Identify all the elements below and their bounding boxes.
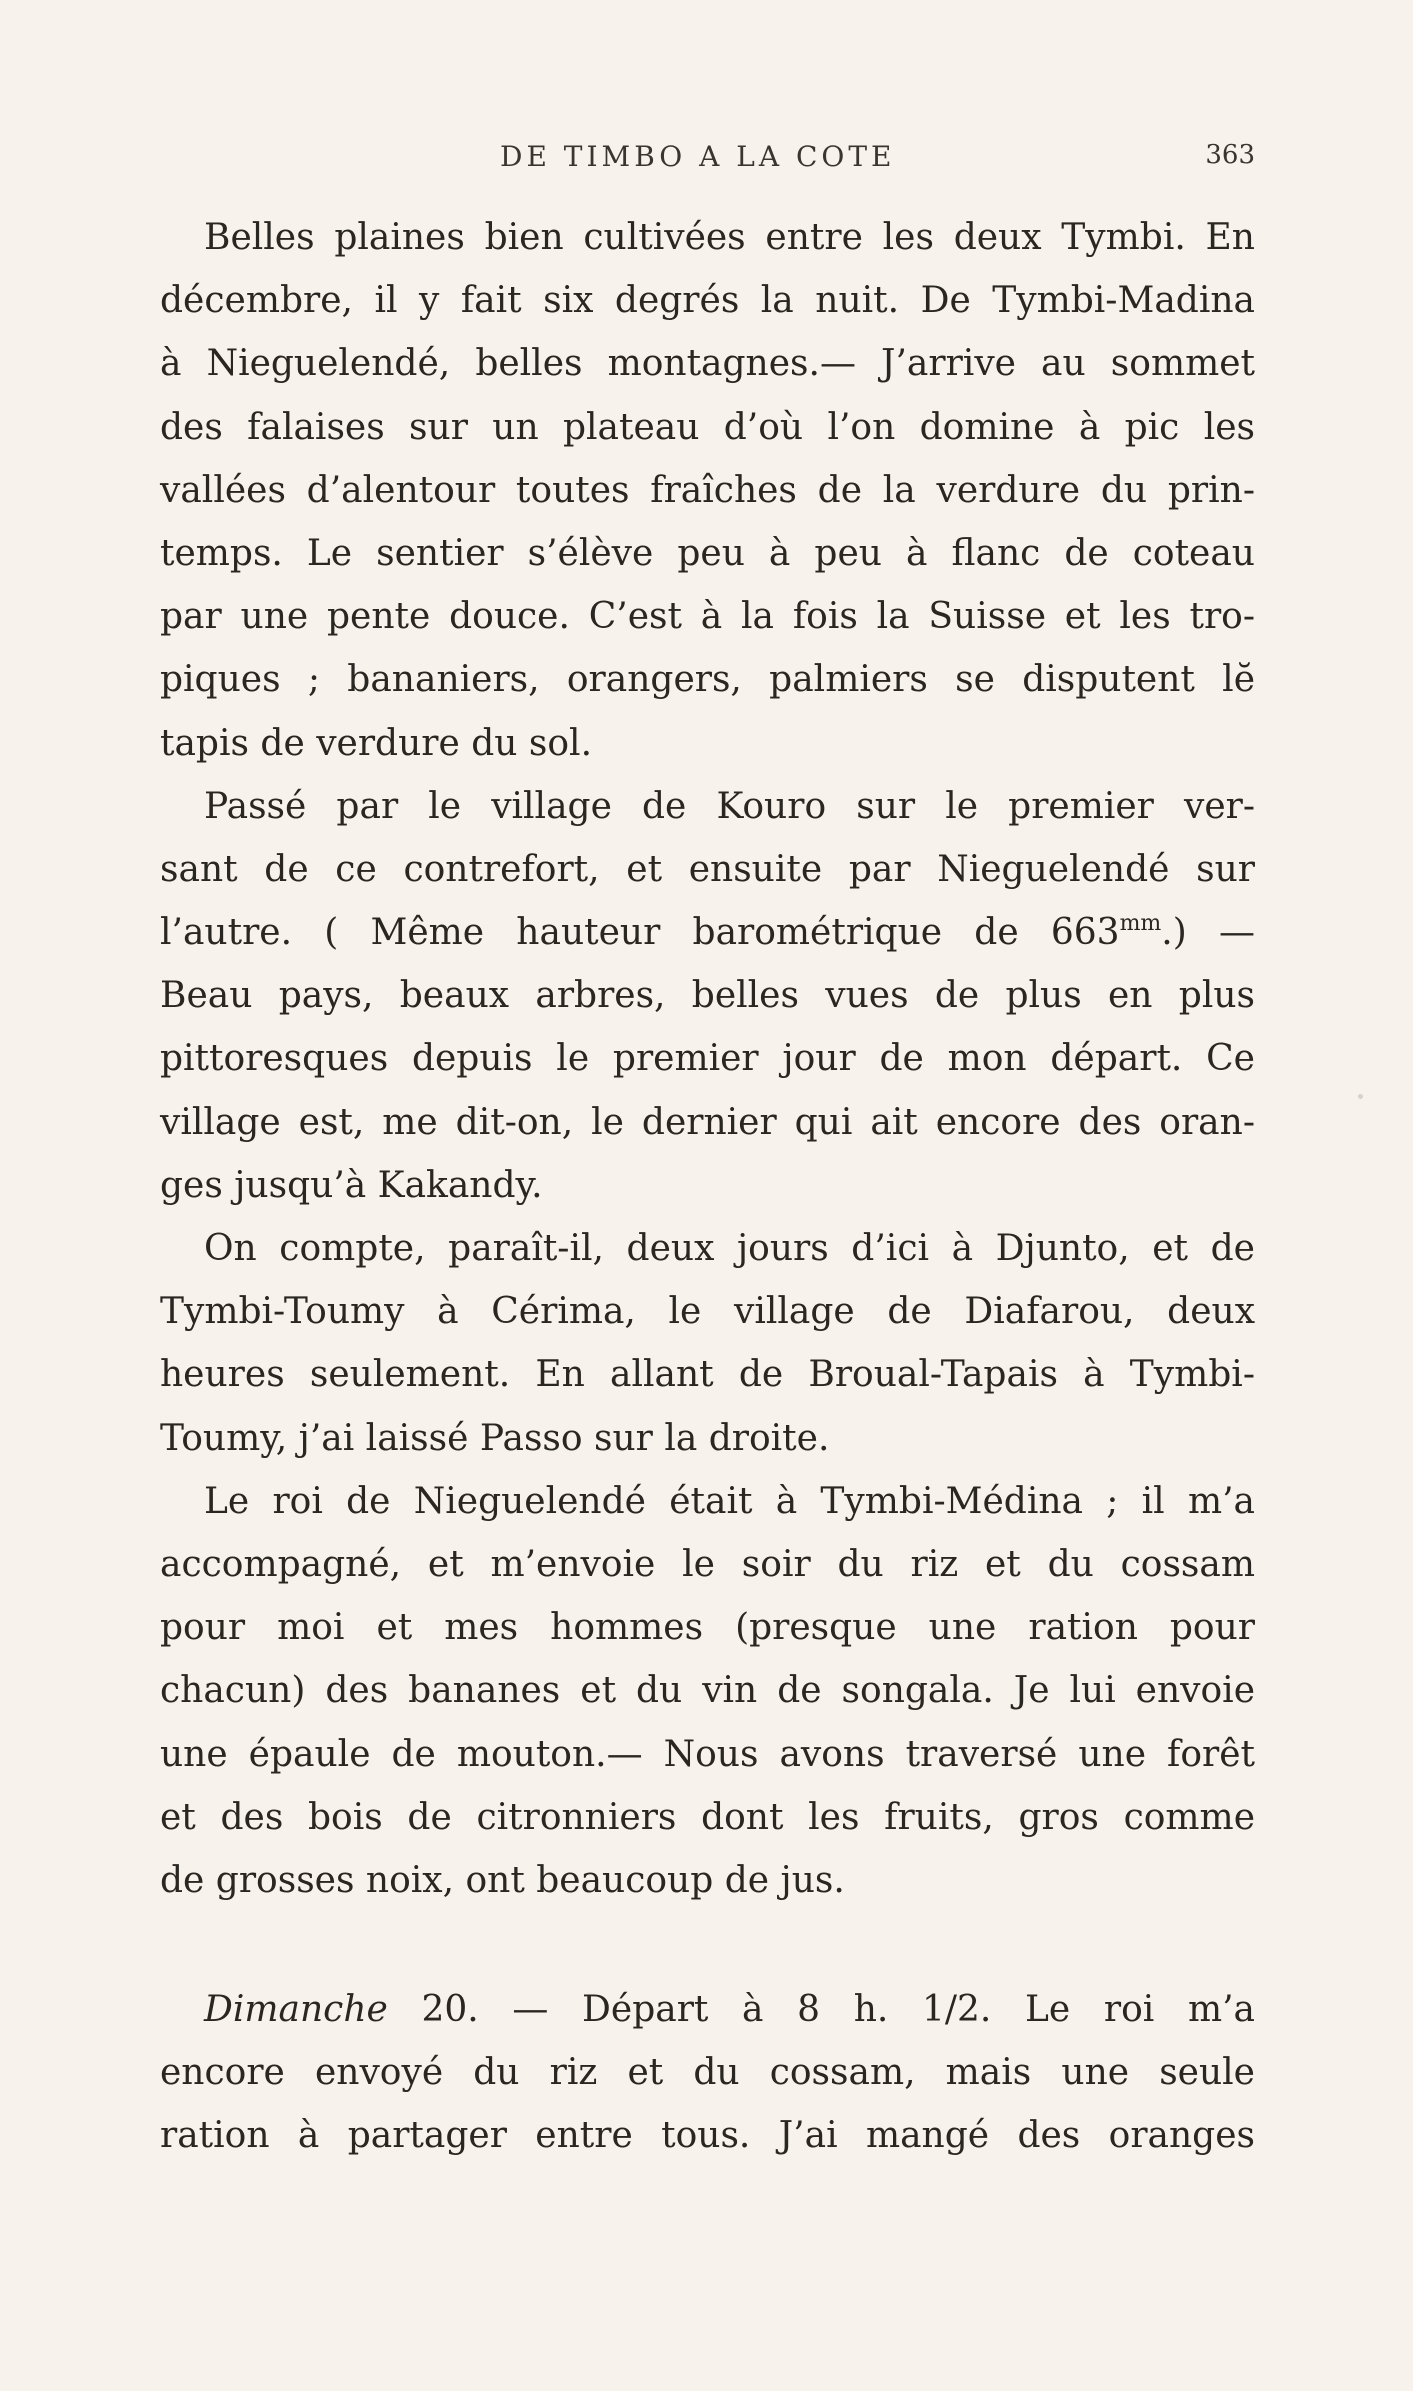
text-line-with-date [160,1978,1255,2041]
paper-speck [1358,1094,1363,1099]
text-line: piques ; bananiers, orangers, palmiers se disputent lĕ [160,659,1255,701]
page-number: 363 [1205,140,1255,170]
text-line: décembre, il y fait six degrés la nuit. De Tymbi-Madina [160,280,1255,322]
text-line: à Nieguelendé, belles montagnes.— J’arrive au sommet [160,343,1255,385]
text-line: Tymbi-Toumy à Cérima, le village de Diafarou, deux [160,1291,1255,1333]
text-line: Beau pays, beaux arbres, belles vues de plus en plus [160,975,1255,1017]
text-line: temps. Le sentier s’élève peu à peu à flanc de coteau [160,532,1255,574]
paragraph-4 [160,1470,1255,1912]
text-line: de grosses noix, ont beaucoup de jus. [160,1859,845,1901]
text-line: tapis de verdure du sol. [160,722,593,764]
text-fragment: l’autre. ( Même hauteur barométrique de 663 [160,912,1120,954]
text-line: village est, me dit-on, le dernier qui ait encore des oran- [160,1101,1255,1143]
text-line: vallées d’alentour toutes fraîches de la verdure du prin- [160,469,1255,511]
running-head [160,140,1255,180]
text-line: encore envoyé du riz et du cossam, mais une seule [160,2052,1255,2094]
text-line: pittoresques depuis le premier jour de mon départ. Ce [160,1038,1255,1080]
paragraph-3 [160,1217,1255,1470]
paragraph-1 [160,206,1255,775]
text-line: chacun) des bananes et du vin de songala. Je lui envoie [160,1670,1255,1712]
text-line: Passé par le village de Kouro sur le premier ver- [204,785,1255,827]
text-line: Toumy, j’ai laissé Passo sur la droite. [160,1417,830,1459]
text-line: par une pente douce. C’est à la fois la Suisse et les tro- [160,596,1255,638]
text-line: ration à partager entre tous. J’ai mangé des oranges [160,2115,1255,2157]
day-label: Dimanche [204,1989,388,2031]
text-line: Belles plaines bien cultivées entre les deux Tymbi. En [204,217,1255,258]
text-line: heures seulement. En allant de Broual-Tapais à Tymbi- [160,1354,1255,1396]
text-line: sant de ce contrefort, et ensuite par Nieguelendé sur [160,848,1255,890]
text-line: On compte, paraît-il, deux jours d’ici à Djunto, et de [204,1228,1255,1269]
text-line: Le roi de Nieguelendé était à Tymbi-Médina ; il m’a [204,1480,1255,1522]
text-line: pour moi et mes hommes (presque une ration pour [160,1607,1255,1649]
text-fragment: 20. — Départ à 8 h. 1/2. Le roi m’a [387,1989,1255,2031]
paragraph-2 [160,775,1255,1217]
text-line: une épaule de mouton.— Nous avons traversé une forêt [160,1733,1255,1775]
text-line: des falaises sur un plateau d’où l’on domine à pic les [160,406,1255,448]
text-line: ges jusqu’à Kakandy. [160,1164,543,1206]
text-line: et des bois de citronniers dont les fruits, gros comme [160,1796,1255,1838]
body-text [160,206,1255,2168]
text-line-with-unit [160,901,1255,964]
text-fragment: .) — [1161,912,1255,954]
running-title: DE TIMBO A LA COTE [500,140,896,173]
paragraph-5 [160,1978,1255,2168]
section-gap [160,1912,1255,1978]
text-line: accompagné, et m’envoie le soir du riz et du cossam [160,1543,1255,1585]
unit-superscript: mm [1119,911,1162,937]
